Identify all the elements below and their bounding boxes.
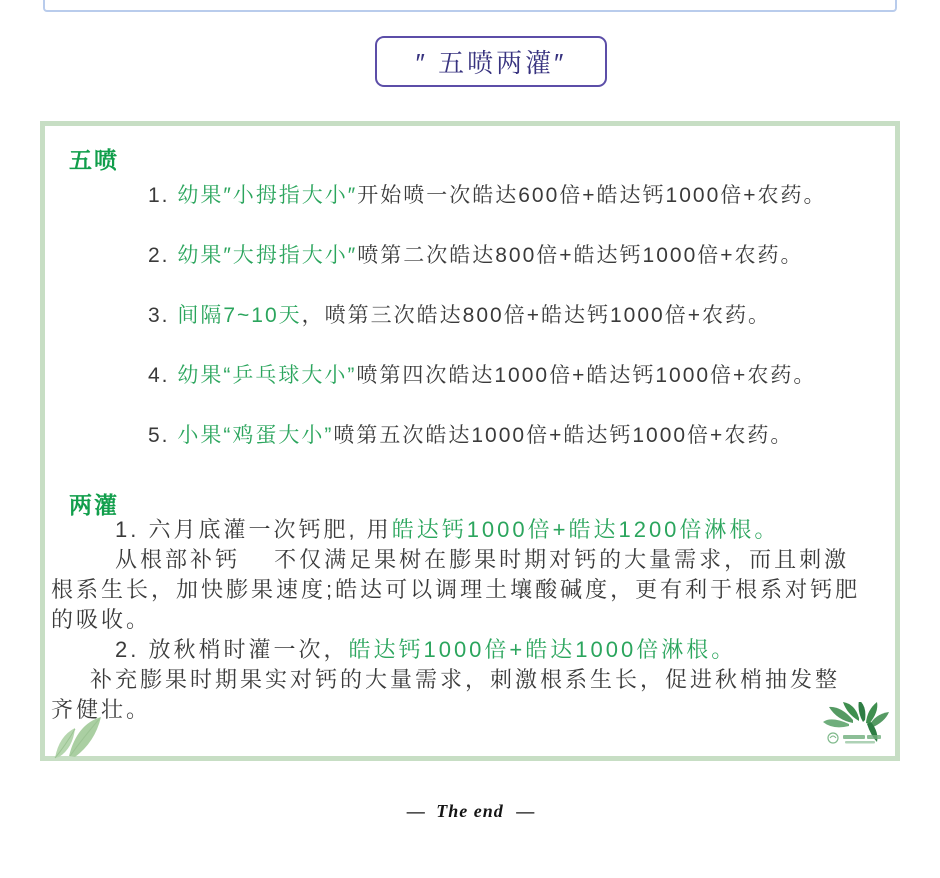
section-heading-spray: 五喷 <box>69 147 119 173</box>
leaves-light-icon <box>49 712 111 760</box>
list-item: 2. 幼果″大拇指大小″喷第二次皓达800倍+皓达钙1000倍+农药。 <box>148 244 804 267</box>
paragraph-line: 齐健壮。 <box>51 697 152 722</box>
section-heading-irrigation: 两灌 <box>69 492 119 518</box>
list-item: 1. 幼果″小拇指大小″开始喷一次皓达600倍+皓达钙1000倍+农药。 <box>148 184 827 207</box>
list-item: 3. 间隔7~10天，喷第三次皓达800倍+皓达钙1000倍+农药。 <box>148 304 771 327</box>
end-dash-right: — <box>516 801 534 821</box>
paragraph-line: 根系生长，加快膨果速度;皓达可以调理土壤酸碱度，更有利于根系对钙肥 <box>51 577 861 602</box>
irrigation-paragraphs <box>51 515 895 725</box>
spray-list <box>148 166 827 466</box>
end-dash-left: — <box>406 801 424 821</box>
paragraph-line: 从根部补钙 不仅满足果树在膨果时期对钙的大量需求，而且刺激 <box>115 547 850 572</box>
list-item: 4. 幼果“乒乓球大小”喷第四次皓达1000倍+皓达钙1000倍+农药。 <box>148 364 817 387</box>
title-box <box>375 36 607 87</box>
paragraph-line: 1. 六月底灌一次钙肥, 用皓达钙1000倍+皓达1200倍淋根。 <box>115 517 780 542</box>
paragraph-line: 补充膨果时期果实对钙的大量需求，刺激根系生长，促进秋梢抽发整 <box>90 667 841 692</box>
leaves-watermark-icon <box>819 702 897 752</box>
paragraph-line: 的吸收。 <box>51 607 152 632</box>
top-partial-card <box>43 0 897 12</box>
page-title: ″ 五喷两灌″ <box>415 48 567 78</box>
end-label: The end <box>436 801 504 821</box>
end-marker <box>0 801 940 822</box>
content-card <box>40 121 900 761</box>
list-item: 5. 小果“鸡蛋大小”喷第五次皓达1000倍+皓达钙1000倍+农药。 <box>148 424 794 447</box>
paragraph-line: 2. 放秋梢时灌一次，皓达钙1000倍+皓达1000倍淋根。 <box>115 637 737 662</box>
